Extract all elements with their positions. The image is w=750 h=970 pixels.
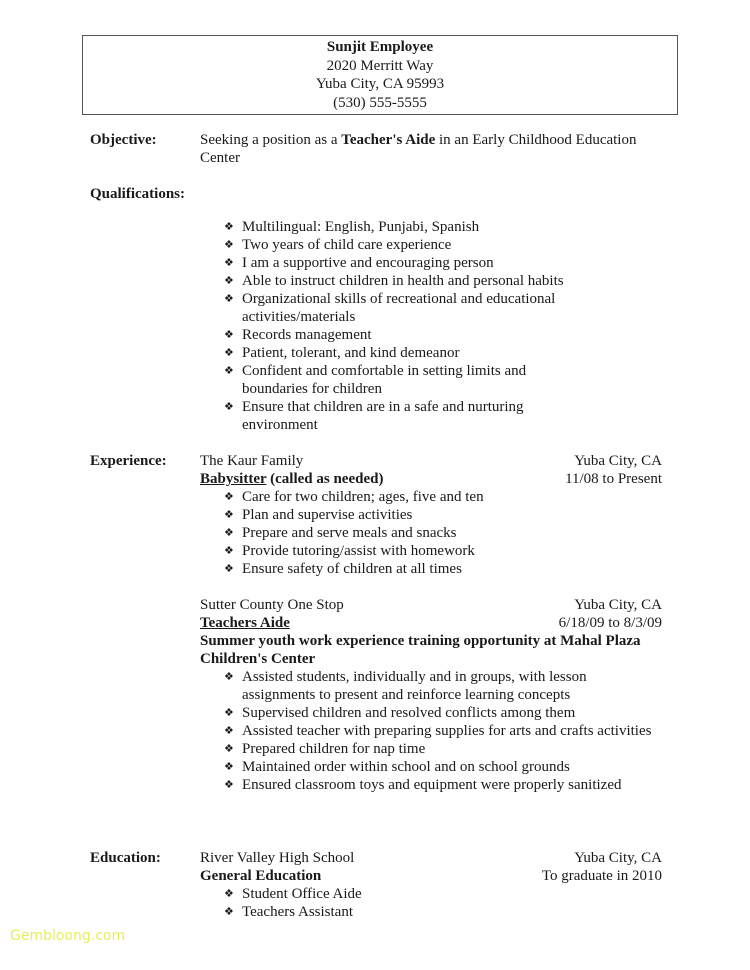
diamond-bullet-icon: ❖ bbox=[224, 906, 234, 918]
phone-number: (530) 555-5555 bbox=[333, 94, 427, 111]
diamond-bullet-icon: ❖ bbox=[224, 545, 234, 557]
diamond-bullet-icon: ❖ bbox=[224, 239, 234, 251]
list-item: ❖ I am a supportive and encouraging person bbox=[224, 255, 494, 271]
diamond-bullet-icon: ❖ bbox=[224, 221, 234, 233]
objective-text-start: Seeking a position as a bbox=[200, 132, 342, 148]
list-item: ❖ Supervised children and resolved conflicts among them bbox=[224, 705, 576, 721]
diamond-bullet-icon: ❖ bbox=[224, 707, 234, 719]
job-2-employer: Sutter County One Stop bbox=[200, 597, 344, 613]
job-2-title: Teachers Aide bbox=[200, 615, 290, 631]
list-item: ❖ Prepare and serve meals and snacks bbox=[224, 525, 457, 541]
education-label: Education: bbox=[90, 850, 161, 866]
job-1-title: Babysitter bbox=[200, 471, 267, 487]
list-item: ❖ Organizational skills of recreational and educational activities/materials bbox=[224, 291, 556, 325]
list-item: ❖ Able to instruct children in health and personal habits bbox=[224, 273, 564, 289]
objective-position: Teacher's Aide bbox=[341, 132, 436, 148]
job-1-location: Yuba City, CA bbox=[574, 453, 662, 469]
diamond-bullet-icon: ❖ bbox=[224, 329, 234, 341]
diamond-bullet-icon: ❖ bbox=[224, 671, 234, 683]
list-item: ❖ Records management bbox=[224, 327, 372, 343]
objective-text bbox=[200, 131, 640, 167]
diamond-bullet-icon: ❖ bbox=[224, 527, 234, 539]
objective-label: Objective: bbox=[90, 132, 157, 148]
list-item: ❖ Ensure safety of children at all times bbox=[224, 561, 462, 577]
experience-label: Experience: bbox=[90, 453, 167, 469]
school-name: River Valley High School bbox=[200, 850, 355, 866]
qualifications-list bbox=[220, 218, 630, 434]
job-1-duties bbox=[220, 488, 662, 578]
diamond-bullet-icon: ❖ bbox=[224, 347, 234, 359]
watermark: Gembloong.com bbox=[10, 928, 126, 944]
job-1 bbox=[200, 452, 662, 578]
applicant-name: Sunjit Employee bbox=[326, 39, 434, 55]
job-1-title-note: (called as needed) bbox=[266, 471, 384, 487]
objective-text-end: in an Early Childhood Education Center bbox=[200, 132, 637, 166]
qualifications-list-wrap bbox=[220, 218, 630, 434]
program-name: General Education bbox=[200, 868, 322, 884]
diamond-bullet-icon: ❖ bbox=[224, 257, 234, 269]
list-item: ❖ Assisted students, individually and in groups, with lesson assignments to present and reinforce learning concepts bbox=[224, 669, 587, 703]
list-item: ❖ Care for two children; ages, five and ten bbox=[224, 489, 484, 505]
diamond-bullet-icon: ❖ bbox=[224, 563, 234, 575]
diamond-bullet-icon: ❖ bbox=[224, 888, 234, 900]
contact-header bbox=[82, 35, 678, 115]
city-state-zip: Yuba City, CA 95993 bbox=[315, 76, 445, 92]
job-2 bbox=[200, 596, 662, 794]
job-2-duties bbox=[220, 668, 662, 794]
list-item: ❖ Two years of child care experience bbox=[224, 237, 452, 253]
diamond-bullet-icon: ❖ bbox=[224, 509, 234, 521]
job-1-employer: The Kaur Family bbox=[200, 453, 304, 469]
list-item: ❖ Ensure that children are in a safe and nurturing environment bbox=[224, 399, 524, 433]
graduation-date: To graduate in 2010 bbox=[541, 868, 662, 884]
job-2-description: Summer youth work experience training opportunity at Mahal Plaza Children's Center bbox=[200, 633, 641, 667]
list-item: ❖ Ensured classroom toys and equipment were properly sanitized bbox=[224, 777, 622, 793]
list-item: ❖ Plan and supervise activities bbox=[224, 507, 413, 523]
list-item: ❖ Teachers Assistant bbox=[224, 904, 354, 920]
list-item: ❖ Prepared children for nap time bbox=[224, 741, 426, 757]
diamond-bullet-icon: ❖ bbox=[224, 725, 234, 737]
diamond-bullet-icon: ❖ bbox=[224, 761, 234, 773]
list-item: ❖ Multilingual: English, Punjabi, Spanish bbox=[224, 219, 480, 235]
diamond-bullet-icon: ❖ bbox=[224, 293, 234, 305]
job-2-location: Yuba City, CA bbox=[574, 597, 662, 613]
diamond-bullet-icon: ❖ bbox=[224, 401, 234, 413]
diamond-bullet-icon: ❖ bbox=[224, 365, 234, 377]
list-item: ❖ Student Office Aide bbox=[224, 886, 362, 902]
street-address: 2020 Merritt Way bbox=[326, 57, 434, 74]
job-1-dates: 11/08 to Present bbox=[565, 471, 662, 487]
list-item: ❖ Provide tutoring/assist with homework bbox=[224, 543, 475, 559]
list-item: ❖ Maintained order within school and on school grounds bbox=[224, 759, 570, 775]
list-item: ❖ Assisted teacher with preparing supplies for arts and crafts activities bbox=[224, 723, 652, 739]
education-activities bbox=[220, 885, 662, 921]
job-2-dates: 6/18/09 to 8/3/09 bbox=[558, 615, 662, 631]
education-entry bbox=[200, 849, 662, 921]
diamond-bullet-icon: ❖ bbox=[224, 743, 234, 755]
diamond-bullet-icon: ❖ bbox=[224, 779, 234, 791]
diamond-bullet-icon: ❖ bbox=[224, 275, 234, 287]
school-location: Yuba City, CA bbox=[574, 850, 662, 866]
diamond-bullet-icon: ❖ bbox=[224, 491, 234, 503]
list-item: ❖ Patient, tolerant, and kind demeanor bbox=[224, 345, 460, 361]
qualifications-label: Qualifications: bbox=[90, 186, 186, 202]
list-item: ❖ Confident and comfortable in setting limits and boundaries for children bbox=[224, 363, 527, 397]
